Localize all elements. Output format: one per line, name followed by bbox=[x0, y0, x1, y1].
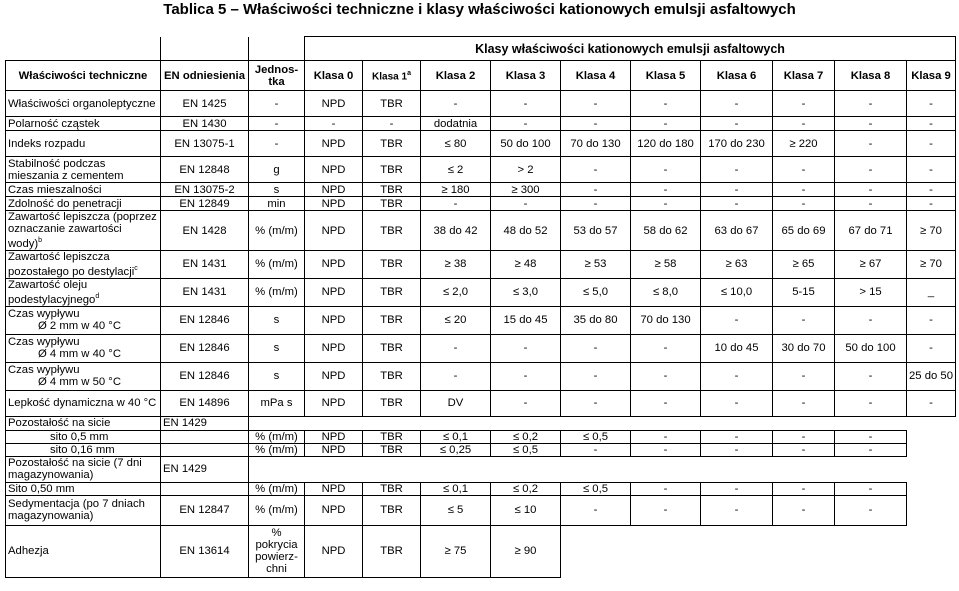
header-class-8: Klasa 8 bbox=[835, 61, 907, 91]
table-row: Czas wypływu Ø 4 mm w 50 °C EN 12846 s NPD TBR - - - - - - - 25 do 50 bbox=[6, 362, 956, 390]
table-row: Sedymentacja (po 7 dniach magazynowania) EN 12847 % (m/m) NPD TBR ≤ 5 ≤ 10 - - - - - bbox=[6, 495, 956, 525]
table-row: Zawartość oleju podestylacyjnego$^d$ EN 1431 % (m/m) NPD TBR ≤ 2,0 ≤ 3,0 ≤ 5,0 ≤ 8,0 ≤ 10,0 5-15 > 15 _ bbox=[6, 278, 956, 306]
header-class-9: Klasa 9 bbox=[907, 61, 956, 91]
properties-table bbox=[5, 36, 956, 578]
table-row: Lepkość dynamiczna w 40 °C EN 14896 mPa s NPD TBR DV - - - - - - - bbox=[6, 390, 956, 416]
properties-table-wrapper bbox=[5, 36, 956, 578]
header-col-prop: Właściwości techniczne bbox=[6, 61, 161, 91]
table-row: Adhezja EN 13614 % pokrycia powierz-chni NPD TBR ≥ 75 ≥ 90 bbox=[6, 525, 956, 577]
table-row: Polarność cząstek EN 1430 - - - dodatnia - - - - - - - bbox=[6, 117, 956, 131]
table-row: Właściwości organoleptyczne EN 1425 - NPD TBR - - - - - - - - bbox=[6, 91, 956, 117]
header-col-unit: Jednos-tka bbox=[249, 61, 305, 91]
table-row: sito 0,16 mm % (m/m) NPD TBR ≤ 0,25 ≤ 0,5 - - - - - bbox=[6, 443, 956, 456]
table-row: Sito 0,50 mm % (m/m) NPD TBR ≤ 0,1 ≤ 0,2 ≤ 0,5 - - - - bbox=[6, 482, 956, 495]
table-row: Stabilność podczas mieszania z cementem EN 12848 g NPD TBR ≤ 2 > 2 - - - - - - bbox=[6, 157, 956, 183]
header-class-4: Klasa 4 bbox=[561, 61, 631, 91]
header-col-en: EN odniesienia bbox=[161, 61, 249, 91]
table-row: Czas wypływu Ø 2 mm w 40 °C EN 12846 s NPD TBR ≤ 20 15 do 45 35 do 80 70 do 130 - - - - bbox=[6, 306, 956, 334]
header-row bbox=[6, 61, 956, 91]
header-class-6: Klasa 6 bbox=[701, 61, 773, 91]
table-row: Czas wypływu Ø 4 mm w 40 °C EN 12846 s NPD TBR - - - - 10 do 45 30 do 70 50 do 100 - bbox=[6, 334, 956, 362]
header-group: Klasy właściwości kationowych emulsji asfaltowych bbox=[305, 37, 956, 61]
table-row: Czas mieszalności EN 13075-2 s NPD TBR ≥ 180 ≥ 300 - - - - - - bbox=[6, 183, 956, 197]
table-row: Zawartość lepiszcza pozostałego po destylacji$^c$ EN 1431 % (m/m) NPD TBR ≥ 38 ≥ 48 ≥ 53 ≥ 58 ≥ 63 ≥ 65 ≥ 67 ≥ 70 bbox=[6, 251, 956, 279]
header-class-0: Klasa 0 bbox=[305, 61, 363, 91]
header-class-7: Klasa 7 bbox=[773, 61, 835, 91]
table-row: Zdolność do penetracji EN 12849 min NPD TBR - - - - - - - - bbox=[6, 197, 956, 211]
table-row: Indeks rozpadu EN 13075-1 - NPD TBR ≤ 80 50 do 100 70 do 130 120 do 180 170 do 230 ≥ 220 - - bbox=[6, 131, 956, 157]
table-title: Tablica 5 – Właściwości techniczne i klasy właściwości kationowych emulsji asfaltowych bbox=[163, 1, 796, 18]
table-row: Pozostałość na sicie EN 1429 bbox=[6, 416, 956, 430]
header-row-group bbox=[6, 37, 956, 61]
table-row: Pozostałość na sicie (7 dni magazynowania) EN 1429 bbox=[6, 456, 956, 482]
header-class-2: Klasa 2 bbox=[421, 61, 491, 91]
header-class-5: Klasa 5 bbox=[631, 61, 701, 91]
table-row: sito 0,5 mm % (m/m) NPD TBR ≤ 0,1 ≤ 0,2 ≤ 0,5 - - - - bbox=[6, 430, 956, 443]
table-row: Zawartość lepiszcza (poprzez oznaczanie zawartości wody)$^b$ EN 1428 % (m/m) NPD TBR 38 do 42 48 do 52 53 do 57 58 do 62 63 do 67 65 do 69 67 do 71 ≥ 70 bbox=[6, 211, 956, 251]
header-class-3: Klasa 3 bbox=[491, 61, 561, 91]
header-class-1: Klasa 1$^a$ bbox=[363, 61, 421, 91]
